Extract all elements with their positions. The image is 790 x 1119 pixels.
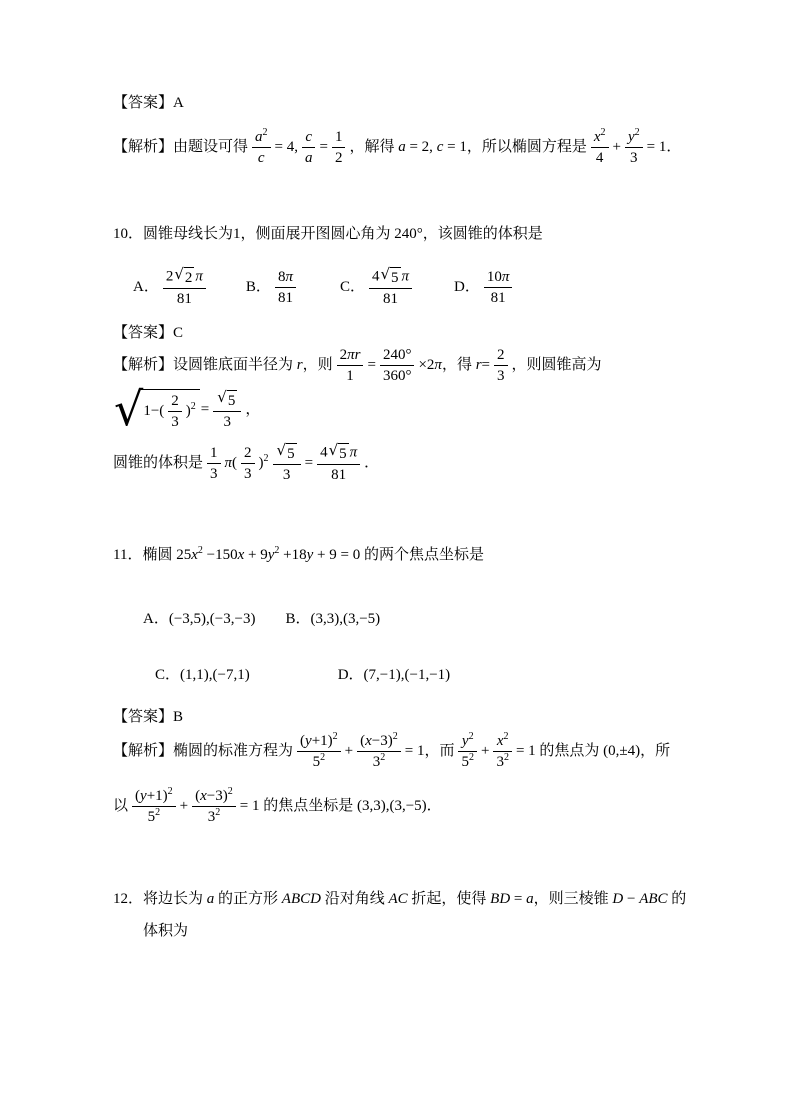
superscript: 2: [190, 400, 196, 412]
text-run: =: [367, 356, 376, 373]
text-run: 3: [630, 150, 638, 166]
fraction: [337, 346, 364, 385]
fraction-numerator: [302, 128, 316, 148]
fraction-denominator: [380, 366, 415, 385]
fraction-denominator: [493, 752, 512, 771]
fraction-denominator: [337, 366, 364, 385]
text-run: (: [232, 454, 238, 471]
superscript: 2: [332, 731, 338, 742]
text-run: +: [179, 797, 189, 814]
fraction: [494, 346, 508, 385]
superscript: 2: [503, 731, 509, 742]
text-run: 3: [171, 414, 179, 430]
math-variable: π: [285, 269, 293, 285]
text-run: B．: [245, 278, 271, 295]
radicand: [286, 443, 297, 463]
text-run: 【解析】设圆锥底面半径为: [113, 356, 297, 373]
math-variable: ABC: [639, 891, 668, 907]
text-run: B．(3,3),(3,−5): [285, 611, 381, 627]
options-q11-row2: [155, 664, 740, 686]
fraction-denominator: [297, 752, 341, 771]
text-run: 【答案】C: [113, 325, 184, 341]
text-run: 81: [277, 290, 293, 306]
superscript: 2: [380, 752, 386, 763]
text-run: 的正方形: [214, 891, 282, 907]
text-run: −150: [202, 547, 238, 563]
text-run: 81: [331, 467, 347, 483]
text-run: −3): [371, 733, 393, 749]
text-run: C．: [339, 278, 365, 295]
text-run: =: [200, 401, 210, 418]
text-run: 2: [497, 347, 505, 363]
math-variable: r: [296, 356, 303, 373]
fraction-denominator: [252, 148, 271, 167]
math-variable: D: [612, 891, 624, 907]
text-run: 240°: [382, 347, 412, 363]
text-run: (: [360, 733, 366, 749]
text-run: +18: [279, 547, 307, 563]
math-variable: x: [200, 788, 207, 804]
text-run: 5: [339, 446, 347, 462]
text-run: 3: [207, 809, 216, 825]
text-run: 360°: [382, 368, 412, 384]
radical-sign: √: [217, 387, 227, 406]
text-run: 5: [227, 392, 236, 409]
fraction: [163, 267, 206, 308]
text-run: = 1 的焦点坐标是 (3,3),(3,−5)．: [239, 797, 442, 814]
superscript: 2: [468, 752, 474, 763]
fraction-denominator: [332, 148, 346, 167]
fraction: [275, 268, 296, 307]
text-run: = 2,: [405, 138, 437, 155]
text-run: +1): [146, 788, 168, 804]
text-run: D．: [454, 278, 480, 295]
radical-sign: √: [276, 441, 287, 459]
fraction-numerator: [337, 346, 364, 366]
text-run: + 9 = 0 的两个焦点坐标是: [313, 547, 484, 563]
text-run: −3): [206, 788, 228, 804]
fraction-numerator: [357, 732, 401, 752]
fraction-denominator: [275, 288, 296, 307]
radicand: [184, 267, 195, 287]
answer-line-q11: [113, 706, 740, 728]
fraction: [484, 268, 513, 307]
fraction-denominator: [494, 366, 508, 385]
math-variable: y: [461, 733, 469, 749]
text-run: +1): [311, 733, 333, 749]
superscript: 2: [320, 752, 326, 763]
text-run: 81: [383, 291, 398, 307]
fraction-numerator: [163, 267, 206, 289]
math-variable: y: [627, 129, 635, 145]
square-root: [174, 267, 194, 287]
text-run: 10: [486, 269, 502, 285]
radicand: [227, 390, 238, 410]
math-variable: π: [224, 454, 233, 471]
fraction-denominator: [302, 148, 316, 167]
fraction: [625, 128, 643, 167]
answer-line-q10: [113, 322, 740, 344]
radicand: [338, 443, 349, 463]
solution-line-q9: [113, 128, 740, 167]
text-run: =: [481, 356, 491, 373]
fraction-numerator: [625, 128, 643, 148]
fraction-numerator: [168, 392, 182, 412]
math-variable: r: [475, 356, 482, 373]
superscript: 2: [155, 807, 161, 818]
fraction-numerator: [494, 346, 508, 366]
fraction: [273, 443, 301, 484]
text-run: ，解得: [349, 138, 399, 155]
fraction-numerator: [192, 787, 236, 807]
math-variable: x: [191, 547, 198, 563]
text-run: 【答案】A: [113, 95, 184, 111]
fraction-denominator: [317, 465, 360, 484]
text-run: 2: [339, 347, 348, 363]
fraction-numerator: [207, 444, 221, 464]
math-variable: a: [526, 891, 534, 907]
fraction-numerator: [241, 444, 255, 464]
fraction-numerator: [493, 732, 512, 752]
text-run: 5: [147, 809, 156, 825]
math-variable: x: [365, 733, 372, 749]
text-run: 体积为: [143, 923, 189, 939]
text-run: 4: [371, 268, 380, 285]
text-run: 5: [391, 270, 399, 286]
question-11: [113, 544, 740, 566]
superscript: 2: [215, 807, 221, 818]
math-variable: x: [496, 733, 504, 749]
text-run: −: [623, 891, 640, 907]
text-run: A．(−3,5),(−3,−3): [143, 611, 256, 627]
superscript: 2: [634, 127, 640, 138]
solution-line-q10-1: [113, 346, 740, 385]
text-run: 10．圆锥母线长为1，侧面展开图圆心角为 240°，该圆锥的体积是: [113, 226, 543, 242]
fraction: [332, 128, 346, 167]
text-run: 【解析】由题设可得: [113, 138, 249, 155]
text-run: 3: [282, 467, 291, 483]
text-run: 81: [176, 291, 192, 307]
square-root: [277, 443, 297, 463]
fraction: [132, 787, 176, 826]
fraction-numerator: [275, 268, 296, 288]
fraction-numerator: [132, 787, 176, 807]
math-variable: a: [255, 129, 263, 145]
math-variable: a: [398, 138, 406, 155]
text-run: 3: [244, 466, 252, 482]
text-run: ，则三棱锥: [533, 891, 613, 907]
math-variable: a: [304, 150, 313, 166]
fraction-denominator: [163, 289, 206, 308]
fraction: [458, 732, 477, 771]
text-run: ，则: [302, 356, 333, 373]
fraction: [380, 346, 415, 385]
text-run: 折起，使得: [407, 891, 491, 907]
spacer: [255, 622, 285, 623]
math-variable: y: [140, 788, 147, 804]
text-run: 3: [223, 413, 232, 430]
fraction: [357, 732, 401, 771]
answer-line-q9: [113, 92, 740, 114]
fraction-denominator: [625, 148, 643, 167]
fraction-numerator: [458, 732, 477, 752]
fraction-denominator: [168, 412, 182, 431]
fraction-numerator: [591, 128, 609, 148]
square-root: [380, 267, 400, 287]
fraction: [168, 392, 182, 431]
radical-sign: √: [380, 265, 391, 283]
fraction: [317, 443, 360, 484]
text-run: 5: [312, 754, 321, 770]
text-run: 1: [210, 445, 218, 461]
fraction-denominator: [207, 464, 221, 483]
text-run: =: [304, 454, 314, 471]
solution-line-q11-2: [113, 787, 740, 826]
superscript: 2: [392, 731, 398, 742]
solution-line-q10-3: [113, 443, 740, 484]
fraction: [192, 787, 236, 826]
text-run: 3: [497, 368, 505, 384]
text-run: 以: [113, 797, 129, 814]
text-run: 3: [496, 754, 504, 770]
math-variable: y: [267, 547, 275, 563]
text-run: 5: [287, 446, 295, 462]
text-run: ): [185, 402, 191, 419]
text-run: = 1，所以椭圆方程是: [443, 138, 587, 155]
text-run: 2: [334, 150, 343, 166]
text-run: (: [300, 733, 306, 749]
text-run: = 4,: [274, 138, 298, 155]
fraction: [297, 732, 341, 771]
spacer: [416, 290, 454, 291]
text-run: =: [319, 138, 328, 155]
fraction-numerator: [317, 443, 360, 465]
text-run: A．: [133, 278, 159, 295]
fraction-denominator: [273, 465, 301, 484]
fraction-numerator: [484, 268, 513, 288]
spacer: [250, 678, 338, 679]
math-variable: π: [347, 347, 355, 363]
radicand: [390, 267, 401, 287]
superscript: 2: [262, 127, 268, 138]
fraction-denominator: [369, 289, 412, 308]
options-q11-row1: [143, 608, 740, 630]
fraction: [213, 387, 241, 431]
superscript: 2: [263, 452, 269, 464]
fraction: [207, 444, 221, 483]
radical-sign: √: [174, 265, 184, 283]
text-run: 1−(: [143, 402, 165, 419]
text-run: 2: [171, 393, 179, 409]
fraction: [369, 267, 412, 308]
fraction-numerator: [213, 387, 241, 412]
text-run: 圆锥的体积是: [113, 454, 204, 471]
fraction: [252, 128, 271, 167]
text-run: ，: [245, 401, 261, 418]
question-10: [113, 223, 740, 245]
fraction-numerator: [273, 443, 301, 465]
text-run: 81: [490, 290, 506, 306]
question-12-line-1: [113, 888, 740, 910]
fraction-denominator: [484, 288, 513, 307]
text-run: 【答案】B: [113, 709, 184, 725]
superscript: 2: [503, 752, 509, 763]
text-run: ): [258, 454, 264, 471]
text-run: ，得: [441, 356, 476, 373]
fraction: [493, 732, 512, 771]
text-run: +: [612, 138, 621, 155]
fraction-numerator: [380, 346, 415, 366]
superscript: 2: [468, 731, 474, 742]
text-run: 4: [320, 444, 328, 461]
fraction: [302, 128, 316, 167]
math-variable: a: [206, 891, 215, 907]
math-variable: x: [237, 547, 245, 563]
text-run: =: [510, 891, 527, 907]
math-variable: x: [593, 129, 601, 145]
math-variable: π: [195, 268, 203, 285]
math-variable: π: [434, 356, 442, 373]
square-root: [217, 387, 237, 410]
math-variable: ABCD: [281, 891, 321, 907]
superscript: 2: [600, 127, 606, 138]
math-variable: c: [257, 150, 265, 166]
text-run: 2: [184, 270, 193, 286]
square-root: [329, 443, 349, 463]
fraction-denominator: [192, 807, 236, 826]
radicand: [141, 389, 199, 431]
radical-sign: √: [114, 382, 142, 436]
math-variable: y: [305, 733, 312, 749]
text-run: +: [344, 742, 354, 759]
fraction-numerator: [252, 128, 271, 148]
text-run: 1: [346, 368, 354, 384]
math-variable: c: [436, 138, 444, 155]
fraction-numerator: [297, 732, 341, 752]
math-variable: π: [501, 269, 510, 285]
text-run: 2: [165, 268, 174, 285]
fraction: [591, 128, 609, 167]
fraction-denominator: [132, 807, 176, 826]
text-run: 5: [461, 754, 469, 770]
text-run: 4: [595, 150, 604, 166]
math-variable: r: [354, 347, 361, 363]
fraction-numerator: [369, 267, 412, 289]
math-variable: c: [305, 129, 313, 145]
text-run: ×2: [418, 356, 435, 373]
superscript: 2: [167, 786, 173, 797]
text-run: 2: [244, 445, 252, 461]
solution-line-q10-2: [113, 382, 740, 436]
text-run: C．(1,1),(−7,1): [155, 667, 250, 683]
math-variable: y: [306, 547, 314, 563]
math-variable: BD: [490, 891, 511, 907]
text-run: (: [195, 788, 201, 804]
text-run: + 9: [244, 547, 268, 563]
fraction-denominator: [458, 752, 477, 771]
fraction-denominator: [213, 412, 241, 431]
text-run: = 1 的焦点为 (0,±4)，所: [515, 742, 671, 759]
text-run: 11．椭圆 25: [113, 547, 192, 563]
spacer: [210, 290, 246, 291]
solution-line-q11-1: [113, 732, 740, 771]
fraction-numerator: [332, 128, 346, 148]
text-run: (: [135, 788, 141, 804]
fraction-denominator: [241, 464, 255, 483]
text-run: 的: [667, 891, 687, 907]
text-run: ．: [364, 454, 380, 471]
text-run: 8: [277, 269, 286, 285]
radical-sign: √: [328, 441, 339, 459]
superscript: 2: [227, 786, 233, 797]
math-variable: π: [401, 268, 410, 285]
text-run: = 1，而: [404, 742, 455, 759]
fraction-denominator: [591, 148, 609, 167]
text-run: 3: [372, 754, 381, 770]
text-run: = 1．: [646, 138, 682, 155]
question-12-line-2: [143, 920, 740, 942]
superscript: 2: [274, 545, 280, 556]
text-run: +: [480, 742, 490, 759]
text-run: 【解析】椭圆的标准方程为: [113, 742, 294, 759]
options-q10: [133, 267, 740, 308]
fraction-denominator: [357, 752, 401, 771]
spacer: [300, 290, 340, 291]
math-variable: AC: [388, 891, 408, 907]
text-run: ，则圆锥高为: [511, 356, 602, 373]
superscript: 2: [197, 545, 203, 556]
text-run: 12．将边长为: [113, 891, 207, 907]
text-run: D．(7,−1),(−1,−1): [337, 667, 451, 683]
text-run: 3: [210, 466, 218, 482]
math-variable: π: [349, 444, 358, 461]
text-run: 1: [334, 129, 343, 145]
square-root: [114, 382, 200, 436]
fraction: [241, 444, 255, 483]
text-run: 沿对角线: [320, 891, 389, 907]
